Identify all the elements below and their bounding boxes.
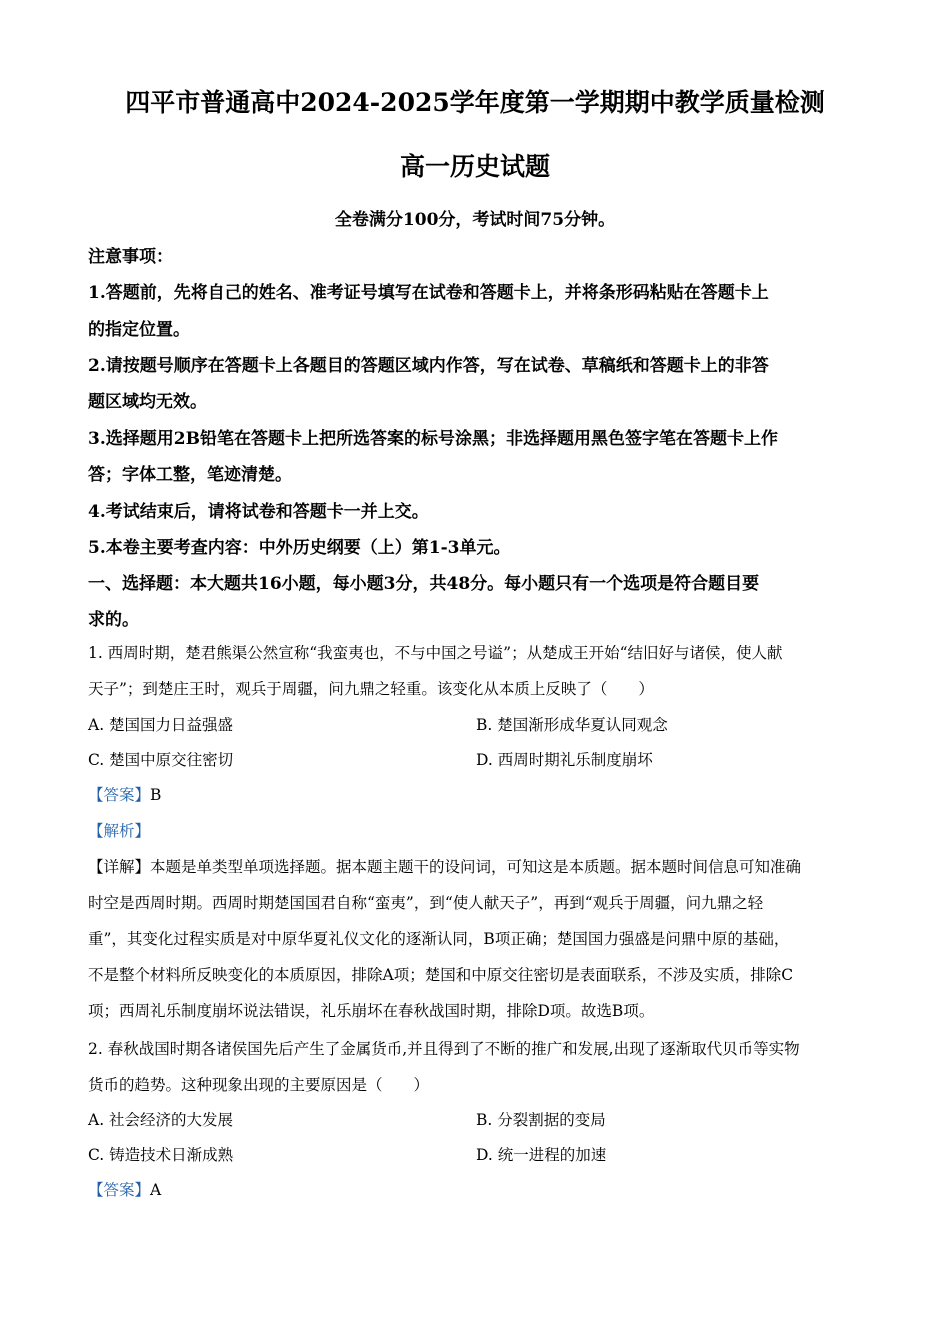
question-1-stem: 天子”；到楚庄王时，观兵于周疆，问九鼎之轻重。该变化从本质上反映了（ ） — [88, 680, 654, 698]
notes-heading: 注意事项： — [88, 247, 173, 267]
q1-answer — [88, 783, 161, 805]
q1-detail-line: 时空是西周时期。西周时期楚国国君自称“蛮夷”，到“使人献天子”，再到“观兵于周疆，问九鼎之轻 — [88, 894, 764, 912]
note-line: 1.答题前，先将自己的姓名、准考证号填写在试卷和答题卡上，并将条形码粘贴在答题卡上 — [88, 283, 769, 303]
q1-option-c: C. 楚国中原交往密切 — [88, 751, 234, 769]
exam-info: 全卷满分100分，考试时间75分钟。 — [334, 210, 616, 230]
note-line: 题区域均无效。 — [88, 392, 207, 412]
q1-option-a: A. 楚国国力日益强盛 — [88, 716, 234, 734]
question-2-stem: 2. 春秋战国时期各诸侯国先后产生了金属货币,并且得到了不断的推广和发展,出现了逐渐取代贝币等实物 — [88, 1040, 800, 1058]
note-line: 答；字体工整，笔迹清楚。 — [88, 465, 292, 485]
answer-tag: 【答案】 — [88, 1181, 151, 1199]
note-line: 5.本卷主要考查内容：中外历史纲要（上）第1-3单元。 — [88, 538, 511, 558]
q1-detail — [88, 855, 801, 877]
question-2-stem: 货币的趋势。这种现象出现的主要原因是（ ） — [88, 1076, 430, 1094]
section-heading: 求的。 — [88, 610, 139, 630]
q2-option-b: B. 分裂割据的变局 — [476, 1111, 606, 1129]
q1-analysis-tag: 【解析】 — [88, 822, 151, 840]
q1-detail-line: 重”，其变化过程实质是对中原华夏礼仪文化的逐渐认同，B项正确；楚国国力强盛是问鼎中原的基础， — [88, 930, 790, 948]
q2-option-d: D. 统一进程的加速 — [476, 1146, 607, 1164]
q2-option-c: C. 铸造技术日渐成熟 — [88, 1146, 234, 1164]
note-line: 2.请按题号顺序在答题卡上各题目的答题区域内作答，写在试卷、草稿纸和答题卡上的非答 — [88, 356, 769, 376]
q2-answer — [88, 1178, 161, 1200]
q1-option-b: B. 楚国渐形成华夏认同观念 — [476, 716, 668, 734]
note-line: 4.考试结束后，请将试卷和答题卡一并上交。 — [88, 502, 429, 522]
answer-value: A — [150, 1181, 162, 1199]
exam-subtitle: 高一历史试题 — [399, 152, 550, 181]
q1-detail-line: 项；西周礼乐制度崩坏说法错误，礼乐崩坏在春秋战国时期，排除D项。故选B项。 — [88, 1002, 655, 1020]
answer-tag: 【答案】 — [88, 786, 151, 804]
note-line: 3.选择题用2B铅笔在答题卡上把所选答案的标号涂黑；非选择题用黑色签字笔在答题卡上作 — [88, 429, 778, 449]
detail-text: 本题是单类型单项选择题。据本题主题干的设问词，可知这是本质题。据本题时间信息可知准确 — [150, 858, 802, 876]
section-heading: 一、选择题：本大题共16小题，每小题3分，共48分。每小题只有一个选项是符合题目要 — [88, 574, 760, 594]
q1-option-d: D. 西周时期礼乐制度崩坏 — [476, 751, 653, 769]
question-1-stem: 1. 西周时期，楚君熊渠公然宣称“我蛮夷也，不与中国之号谥”；从楚成王开始“结旧好与诸侯，使人献 — [88, 644, 783, 662]
detail-tag: 【详解】 — [88, 858, 151, 876]
answer-value: B — [150, 786, 162, 804]
note-line: 的指定位置。 — [88, 320, 190, 340]
q1-detail-line: 不是整个材料所反映变化的本质原因，排除A项；楚国和中原交往密切是表面联系，不涉及实质，排除C — [88, 966, 794, 984]
exam-title: 四平市普通高中2024-2025学年度第一学期期中教学质量检测 — [125, 88, 825, 117]
q2-option-a: A. 社会经济的大发展 — [88, 1111, 234, 1129]
